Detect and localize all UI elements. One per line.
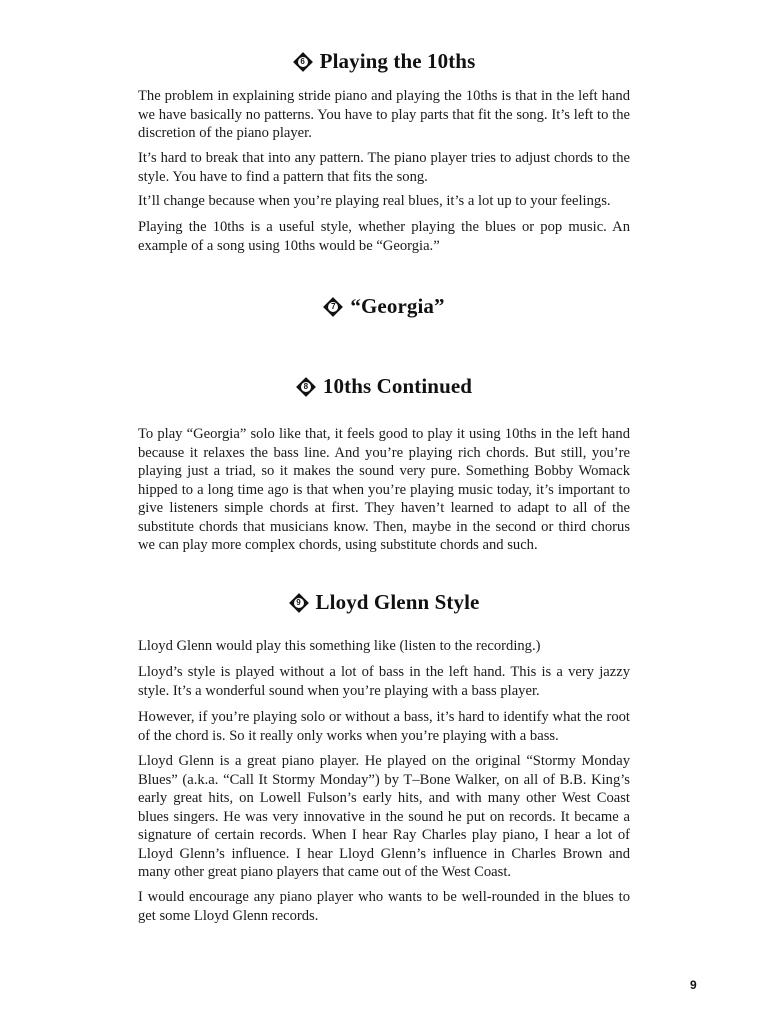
section-heading-georgia bbox=[0, 294, 768, 319]
paragraph: Lloyd’s style is played without a lot of bass in the left hand. This is a very jazzy style. It’s a wonderful sound when you’re playing with a bass player. bbox=[138, 664, 630, 699]
section-title: 10ths Continued bbox=[322, 374, 473, 398]
paragraph: It’ll change because when you’re playing real blues, it’s a lot up to your feelings. bbox=[138, 193, 611, 209]
track-number: 6 bbox=[298, 57, 308, 67]
paragraph: The problem in explaining stride piano and playing the 10ths is that in the left hand we have basically no patterns. You have to play parts that fit the song. It’s left to the discretion of the piano player. bbox=[138, 88, 630, 141]
track-number: 7 bbox=[328, 302, 338, 312]
paragraph: Lloyd Glenn is a great piano player. He played on the original “Stormy Monday Blues” (a.k.a. “Call It Stormy Monday”) by T–Bone Walker, on all of B.B. King’s early great hits, on Lowell Fulson’s early hits, and with many other West Coast blues singers. He was very innovative in the sound he put on records. It became a signature of certain records. When I hear Ray Charles play piano, I hear a lot of Lloyd Glenn’s influence. I hear Lloyd Glenn’s influence in Charles Brown and many other great piano players that came out of the West Coast. bbox=[138, 753, 630, 880]
section-heading-playing-the-10ths bbox=[0, 49, 768, 74]
paragraph: However, if you’re playing solo or without a bass, it’s hard to identify what the root of the chord is. So it really only works when you’re playing with a bass. bbox=[138, 709, 630, 744]
paragraph: To play “Georgia” solo like that, it feels good to play it using 10ths in the left hand because it relaxes the bass line. And you’re playing rich chords. But still, you’re playing just a triad, so it makes the sound very pure. Something Bobby Womack hipped to a long time ago is that when you’re playing music today, it’s important to give listeners simple chords at first. They haven’t learned to adapt to all of the substitute chords that musicians know. Then, maybe in the second or third chorus we can play more complex chords, using substitute chords and such. bbox=[138, 426, 630, 553]
paragraph: I would encourage any piano player who wants to be well-rounded in the blues to get some Lloyd Glenn records. bbox=[138, 889, 630, 924]
track-number-diamond-icon bbox=[323, 297, 343, 317]
section-heading-10ths-continued bbox=[0, 374, 768, 399]
track-number: 8 bbox=[301, 382, 311, 392]
section-title: “Georgia” bbox=[350, 294, 445, 318]
section-heading-lloyd-glenn-style bbox=[0, 590, 768, 615]
paragraph: Playing the 10ths is a useful style, whether playing the blues or pop music. An example of a song using 10ths would be “Georgia.” bbox=[138, 219, 630, 254]
track-number-diamond-icon bbox=[296, 377, 316, 397]
section-title: Lloyd Glenn Style bbox=[315, 590, 480, 614]
section-title: Playing the 10ths bbox=[319, 49, 476, 73]
track-number-diamond-icon bbox=[289, 593, 309, 613]
paragraph: It’s hard to break that into any pattern. The piano player tries to adjust chords to the style. You have to find a pattern that fits the song. bbox=[138, 150, 630, 185]
track-number-diamond-icon bbox=[293, 52, 313, 72]
track-number: 9 bbox=[294, 598, 304, 608]
paragraph: Lloyd Glenn would play this something like (listen to the recording.) bbox=[138, 638, 541, 654]
page-number: 9 bbox=[690, 978, 697, 992]
